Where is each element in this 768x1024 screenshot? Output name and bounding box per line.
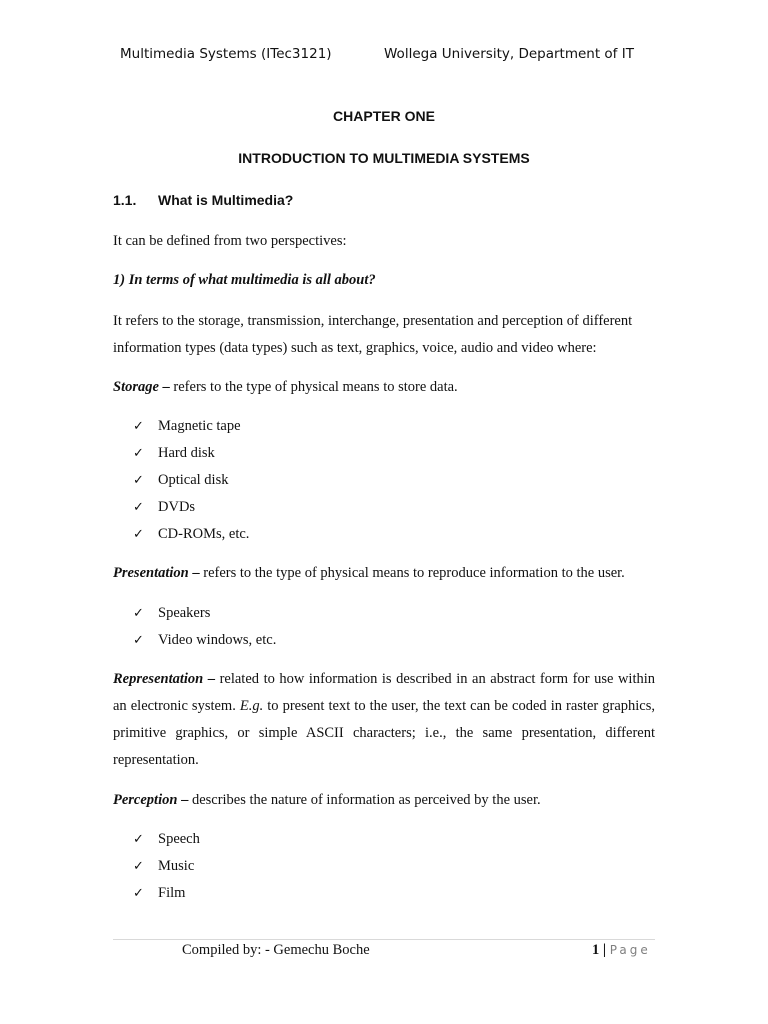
footer-page-indicator	[592, 942, 651, 959]
representation-text-2: to present text to the user, the text can be coded in raster graphics, primitive graphics, or simple ASCII characters; i.e., the same presentation, different representation.	[113, 698, 655, 768]
check-icon: ✓	[133, 419, 144, 434]
representation-definition	[113, 666, 655, 774]
check-icon: ✓	[133, 446, 144, 461]
representation-dash: –	[203, 671, 220, 687]
check-icon: ✓	[133, 859, 144, 874]
list-item: ✓ Video windows, etc.	[133, 627, 276, 654]
perception-term: Perception	[113, 792, 178, 808]
check-icon: ✓	[133, 500, 144, 515]
representation-eg: E.g.	[239, 698, 264, 714]
section-heading	[113, 192, 293, 208]
representation-term: Representation	[113, 671, 204, 687]
presentation-term: Presentation	[113, 565, 189, 581]
section-title: What is Multimedia?	[158, 192, 294, 208]
representation-text-1: related to how information is described in an abstract form for use within an electronic system.	[113, 671, 655, 714]
storage-dash: –	[158, 379, 174, 395]
list-item: ✓ Speech	[133, 826, 200, 853]
storage-term: Storage	[113, 379, 159, 395]
presentation-text: refers to the type of physical means to reproduce information to the user.	[203, 565, 625, 581]
perception-text: describes the nature of information as perceived by the user.	[191, 792, 541, 808]
storage-text: refers to the type of physical means to store data.	[173, 379, 458, 395]
header-institution: Wollega University, Department of IT	[384, 46, 634, 62]
storage-list	[133, 413, 249, 548]
footer-divider	[113, 939, 655, 940]
list-item: ✓ Film	[133, 880, 200, 907]
perception-dash: –	[177, 792, 192, 808]
presentation-definition	[113, 560, 655, 587]
chapter-title: CHAPTER ONE	[333, 108, 435, 124]
presentation-list	[133, 600, 276, 654]
presentation-dash: –	[188, 565, 204, 581]
footer-compiled-by: Compiled by: - Gemechu Boche	[182, 942, 370, 958]
perception-list	[133, 826, 200, 907]
page-separator: |	[599, 942, 610, 958]
check-icon: ✓	[133, 886, 144, 901]
section-number: 1.1.	[113, 192, 137, 208]
list-item: ✓ Magnetic tape	[133, 413, 249, 440]
storage-definition	[113, 374, 655, 401]
list-item: ✓ DVDs	[133, 494, 249, 521]
check-icon: ✓	[133, 606, 144, 621]
perception-definition	[113, 787, 655, 814]
perspective-heading: 1) In terms of what multimedia is all about?	[113, 272, 376, 288]
header-course-title: Multimedia Systems (ITec3121)	[120, 46, 332, 62]
check-icon: ✓	[133, 633, 144, 648]
list-item: ✓ Hard disk	[133, 440, 249, 467]
definition-paragraph: It refers to the storage, transmission, interchange, presentation and perception of different information types (data types) such as text, graphics, voice, audio and video where:	[113, 313, 633, 356]
intro-paragraph: It can be defined from two perspectives:	[113, 233, 347, 249]
page-number: 1	[592, 942, 600, 958]
page-label: Page	[609, 943, 651, 957]
list-item: ✓ CD-ROMs, etc.	[133, 521, 249, 548]
list-item: ✓ Music	[133, 853, 200, 880]
check-icon: ✓	[133, 473, 144, 488]
list-item: ✓ Optical disk	[133, 467, 249, 494]
check-icon: ✓	[133, 832, 144, 847]
list-item: ✓ Speakers	[133, 600, 276, 627]
chapter-subtitle: INTRODUCTION TO MULTIMEDIA SYSTEMS	[238, 150, 530, 166]
check-icon: ✓	[133, 527, 144, 542]
